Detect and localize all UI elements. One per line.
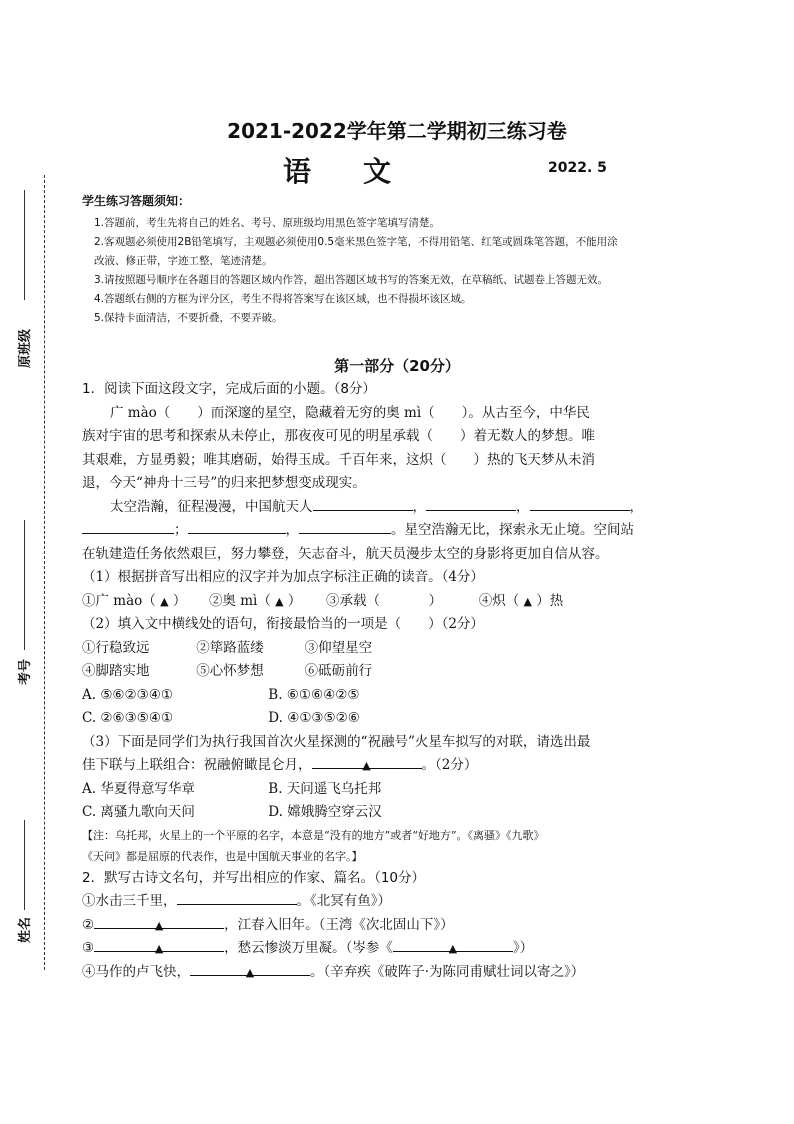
q2-stem: 2．默写古诗文名句，并写出相应的作家、篇名。（10分） [82, 869, 426, 886]
passage-text: 。星空浩瀚无比，探索永无止境。空间站 [391, 522, 634, 538]
option-row [82, 778, 694, 802]
answer-blank[interactable] [530, 496, 630, 511]
option-row [82, 684, 694, 708]
sub1-item: ①广 mào（ [82, 592, 156, 609]
sub1-item: ③承载（ [326, 592, 381, 609]
recite-line [82, 890, 694, 914]
answer-blank[interactable] [177, 890, 297, 905]
q1-stem: 1．阅读下面这段文字，完成后面的小题。（8分） [82, 381, 376, 397]
class-label: 原班级 [18, 328, 33, 368]
phrase: ③仰望星空 [304, 639, 373, 656]
answer-marker[interactable]: ▲ [160, 594, 169, 608]
option-c[interactable]: C. ②⑥③⑤④① [82, 710, 174, 726]
answer-blank[interactable] [94, 914, 224, 932]
recite-text: 》） [512, 940, 534, 956]
option-a[interactable]: A. 华夏得意写华章 [82, 780, 195, 797]
annotation-note: 《天问》都是屈原的代表作，也是中国航天事业的名字。】 [82, 849, 363, 863]
recite-text: ④马作的卢飞快， [82, 963, 190, 980]
sub-question: （1）根据拼音写出相应的汉字并为加点字标注正确的读音。（4分） [82, 569, 484, 585]
passage-line: 退，今天“神舟十三号”的归来把梦想变成现实。 [82, 475, 366, 491]
subject-title: 语文 [283, 155, 444, 188]
annotation-note: 【注：乌托邦，火星上的一个平原的名字，本意是“没有的地方”或者“好地方”。《离骚》《九歌》 [82, 828, 545, 842]
passage-line: 太空浩瀚，征程漫漫，中国航天人 ， ， ， [82, 496, 694, 520]
answer-marker: ▲ [245, 965, 255, 979]
sub1-item: ） [287, 592, 302, 609]
option-d[interactable]: D. ④①③⑤②⑥ [268, 710, 360, 726]
answer-marker: ▲ [362, 759, 371, 772]
number-field-line [24, 520, 25, 650]
sub1-item: ） [428, 592, 443, 609]
instructions-box [82, 192, 702, 328]
sub1-answers [82, 590, 694, 614]
passage-line: 族对宇宙的思考和探索从未停止，那夜夜可见的明星承载（ ）着无数人的梦想。唯 [82, 428, 595, 444]
section-title: 第一部分（20分） [334, 357, 460, 375]
passage-line: ； ， 。星空浩瀚无比，探索永无止境。空间站 [82, 519, 694, 543]
phrase: ①行稳致远 [82, 639, 150, 656]
answer-marker: ▲ [448, 942, 458, 955]
sub3-text: 。（2分） [421, 757, 478, 773]
recite-text: ，江春入旧年。（王湾《次北固山下》） [224, 916, 454, 933]
option-row [82, 801, 694, 825]
binding-margin [10, 170, 60, 970]
phrase: ⑤心怀梦想 [196, 663, 264, 679]
answer-marker: ▲ [154, 942, 164, 955]
sub-question: （3）下面是同学们为执行我国首次火星探测的“祝融号”火星车拟写的对联，请选出最 [82, 733, 591, 750]
option-b[interactable]: B. ⑥①⑥④②⑤ [268, 686, 360, 703]
answer-blank[interactable] [82, 519, 174, 534]
instructions-title: 学生练习答题须知： [82, 194, 191, 208]
sub3-text: 佳下联与上联组合：祝融俯瞰昆仑月， [82, 757, 312, 773]
answer-blank[interactable] [393, 937, 513, 955]
passage-line: 广 mào（ ）而深邃的星空，隐藏着无穷的奥 mì（ ）。从古至今，中华民 [110, 404, 590, 421]
sub1-item: ） [172, 592, 187, 609]
exam-date: 2022. 5 [548, 160, 607, 176]
sub-question: （2）填入文中横线处的语句，衔接最恰当的一项是（ ）（2分） [82, 616, 484, 632]
sub1-item: ）热 [536, 592, 564, 609]
phrase: ⑥砥砺前行 [304, 663, 373, 679]
answer-blank[interactable] [188, 519, 286, 534]
name-field-line [24, 820, 25, 910]
number-label: 考号 [18, 658, 33, 685]
recite-text: 。（辛弃疾《破阵子·为陈同甫赋壮词以寄之》） [310, 963, 585, 980]
passage-line: 其艰难，方显勇毅；唯其磨砺，始得玉成。千百年来，这炽（ ）热的飞天梦从未消 [82, 451, 595, 468]
recite-text: ①水击三千里， [82, 893, 177, 909]
exam-title: 2021-2022学年第二学期初三练习卷 [227, 119, 567, 143]
recite-line [82, 937, 694, 961]
option-d[interactable]: D. 嫦娥腾空穿云汉 [268, 804, 382, 820]
class-field-line [24, 190, 25, 300]
instruction-item: 2.客观题必须使用2B铅笔填写，主观题必须使用0.5毫米黑色签字笔，不得用铅笔、红笔或圆珠笔答题，不能用涂 [94, 236, 618, 248]
sub1-item: ④炽（ [478, 592, 520, 609]
recite-text: ，愁云惨淡万里凝。（岑参《 [224, 940, 393, 956]
answer-marker[interactable]: ▲ [523, 594, 532, 608]
answer-blank[interactable] [426, 496, 516, 511]
option-a[interactable]: A. ⑤⑥②③④① [82, 686, 173, 703]
phrase: ④脚踏实地 [82, 663, 150, 679]
sub-question [82, 754, 694, 778]
answer-blank[interactable] [313, 496, 413, 511]
passage-line: 在轨建造任务依然艰巨，努力攀登，矢志奋斗，航天员漫步太空的身影将更加自信从容。 [82, 545, 609, 562]
instruction-item: 3.请按照题号顺序在各题目的答题区域内作答，超出答题区域书写的答案无效，在草稿纸、试题卷上答题无效。 [94, 274, 609, 286]
answer-blank[interactable] [94, 937, 224, 955]
name-label: 姓名 [18, 916, 33, 943]
answer-marker: ▲ [154, 918, 164, 932]
question-area [82, 378, 694, 984]
recite-line [82, 914, 694, 938]
passage-text: 太空浩瀚，征程漫漫，中国航天人 [110, 498, 313, 515]
sub1-item: ②奥 mì（ [208, 592, 271, 609]
option-row [82, 707, 694, 731]
answer-marker[interactable]: ▲ [275, 594, 284, 608]
instruction-item: 5.保持卡面清洁，不要折叠，不要弄破。 [94, 312, 283, 324]
option-b[interactable]: B. 天问遥飞乌托邦 [268, 780, 382, 797]
answer-blank[interactable] [312, 754, 422, 772]
binding-line [44, 175, 45, 970]
recite-text: ③ [82, 940, 95, 956]
option-c[interactable]: C. 离骚九歌向天问 [82, 804, 195, 820]
phrase: ②筚路蓝缕 [196, 639, 264, 656]
recite-line [82, 961, 694, 985]
instruction-item: 4.答题纸右侧的方框为评分区，考生不得将答案写在该区域，也不得损坏该区域。 [94, 293, 472, 305]
instruction-item: 改液、修正带，字迹工整，笔迹清楚。 [94, 255, 273, 267]
recite-text: ② [82, 916, 95, 933]
answer-blank[interactable] [299, 519, 391, 534]
phrase-row [82, 637, 694, 661]
answer-blank[interactable] [190, 961, 310, 979]
recite-text: 。《北冥有鱼》） [296, 893, 391, 909]
instruction-item: 1.答题前，考生先将自己的姓名、考号、原班级均用黑色签字笔填写清楚。 [94, 217, 441, 229]
phrase-row [82, 660, 694, 684]
